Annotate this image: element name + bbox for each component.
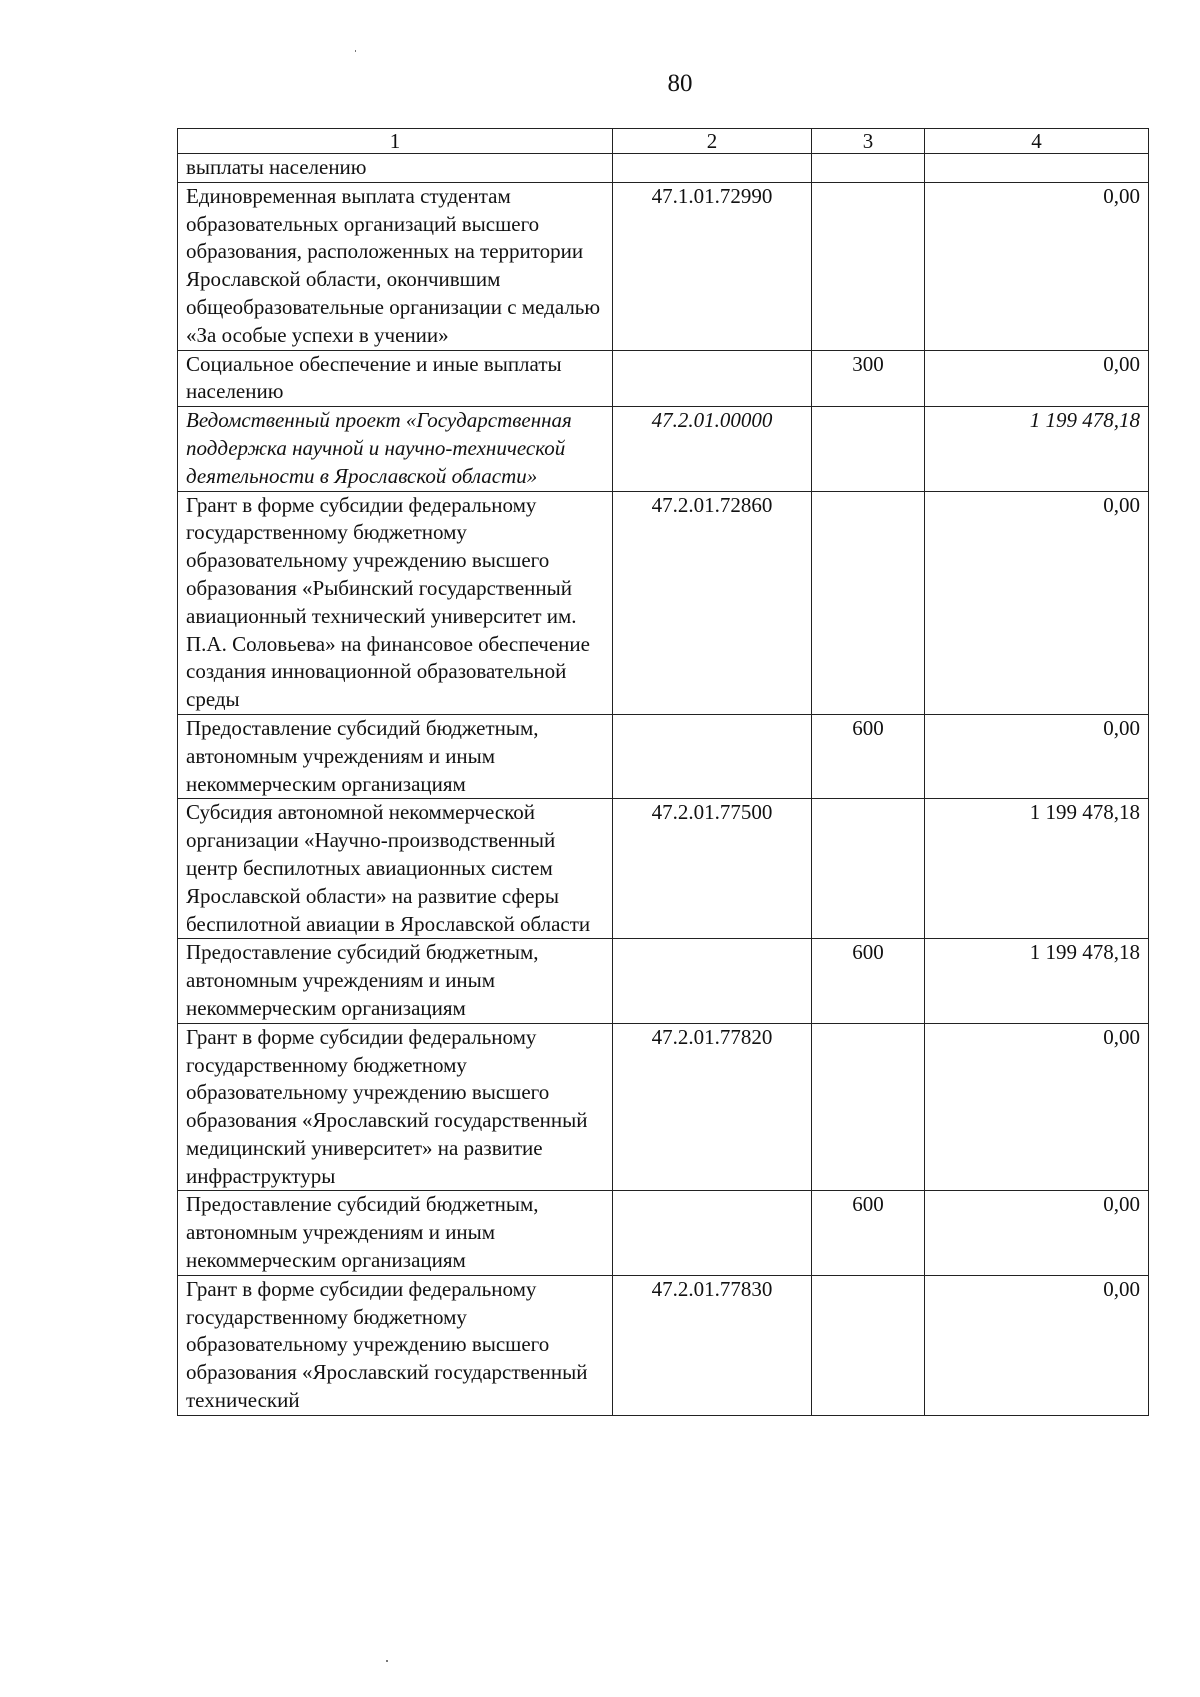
column-header: 3 xyxy=(812,129,925,154)
row-description: Единовременная выплата студентам образовательных организаций высшего образования, расположенных на территории Ярославской области, окончившим общеобразовательные организации с медалью «За особые успехи в учении» xyxy=(178,182,613,350)
row-description: Предоставление субсидий бюджетным, автономным учреждениям и иным некоммерческим организациям xyxy=(178,939,613,1023)
row-type: 600 xyxy=(812,714,925,798)
row-type xyxy=(812,1275,925,1415)
table-row xyxy=(178,939,1149,1023)
row-code xyxy=(613,1191,812,1275)
column-header: 2 xyxy=(613,129,812,154)
row-description: Предоставление субсидий бюджетным, автономным учреждениям и иным некоммерческим организациям xyxy=(178,714,613,798)
row-amount: 0,00 xyxy=(925,714,1149,798)
row-description: Ведомственный проект «Государственная поддержка научной и научно-технической деятельности в Ярославской области» xyxy=(178,407,613,491)
row-amount: 0,00 xyxy=(925,491,1149,714)
column-header: 4 xyxy=(925,129,1149,154)
row-amount xyxy=(925,154,1149,183)
row-amount: 0,00 xyxy=(925,1275,1149,1415)
row-description: Субсидия автономной некоммерческой организации «Научно-производственный центр беспилотных авиационных систем Ярославской области» на развитие сферы беспилотной авиации в Ярославской области xyxy=(178,799,613,939)
row-type: 300 xyxy=(812,350,925,407)
table-row xyxy=(178,154,1149,183)
row-type xyxy=(812,182,925,350)
table-row-project xyxy=(178,407,1149,491)
row-type xyxy=(812,799,925,939)
row-description: Грант в форме субсидии федеральному государственному бюджетному образовательному учреждению высшего образования «Ярославский государственный медицинский университет» на развитие инфраструктуры xyxy=(178,1023,613,1191)
row-amount: 1 199 478,18 xyxy=(925,939,1149,1023)
row-type xyxy=(812,407,925,491)
table-row xyxy=(178,1023,1149,1191)
row-amount: 0,00 xyxy=(925,1191,1149,1275)
row-code: 47.2.01.77820 xyxy=(613,1023,812,1191)
row-code xyxy=(613,714,812,798)
row-amount: 0,00 xyxy=(925,1023,1149,1191)
row-type xyxy=(812,491,925,714)
table-row xyxy=(178,714,1149,798)
row-code xyxy=(613,350,812,407)
row-code: 47.2.01.77830 xyxy=(613,1275,812,1415)
row-code: 47.1.01.72990 xyxy=(613,182,812,350)
row-code: 47.2.01.77500 xyxy=(613,799,812,939)
row-code: 47.2.01.72860 xyxy=(613,491,812,714)
row-description: Предоставление субсидий бюджетным, автономным учреждениям и иным некоммерческим организациям xyxy=(178,1191,613,1275)
row-amount: 1 199 478,18 xyxy=(925,407,1149,491)
budget-table xyxy=(177,128,1149,1416)
row-type: 600 xyxy=(812,1191,925,1275)
table-row xyxy=(178,799,1149,939)
row-code: 47.2.01.00000 xyxy=(613,407,812,491)
table-row xyxy=(178,1191,1149,1275)
row-type xyxy=(812,1023,925,1191)
scan-speck-top xyxy=(355,50,356,52)
row-description: Социальное обеспечение и иные выплаты населению xyxy=(178,350,613,407)
table-row xyxy=(178,1275,1149,1415)
column-header: 1 xyxy=(178,129,613,154)
row-type: 600 xyxy=(812,939,925,1023)
row-amount: 0,00 xyxy=(925,182,1149,350)
table-row xyxy=(178,491,1149,714)
table-row xyxy=(178,182,1149,350)
row-code xyxy=(613,154,812,183)
scan-speck-bottom xyxy=(386,1660,388,1662)
row-amount: 0,00 xyxy=(925,350,1149,407)
row-description: Грант в форме субсидии федеральному государственному бюджетному образовательному учреждению высшего образования «Рыбинский государственный авиационный технический университет им. П.А. Соловьева» на финансовое обеспечение создания инновационной образовательной среды xyxy=(178,491,613,714)
table-row xyxy=(178,350,1149,407)
row-description: Грант в форме субсидии федеральному государственному бюджетному образовательному учреждению высшего образования «Ярославский государственный технический xyxy=(178,1275,613,1415)
row-type xyxy=(812,154,925,183)
row-amount: 1 199 478,18 xyxy=(925,799,1149,939)
page-number: 80 xyxy=(667,70,693,97)
row-code xyxy=(613,939,812,1023)
row-description: выплаты населению xyxy=(178,154,613,183)
column-number-row xyxy=(178,129,1149,154)
